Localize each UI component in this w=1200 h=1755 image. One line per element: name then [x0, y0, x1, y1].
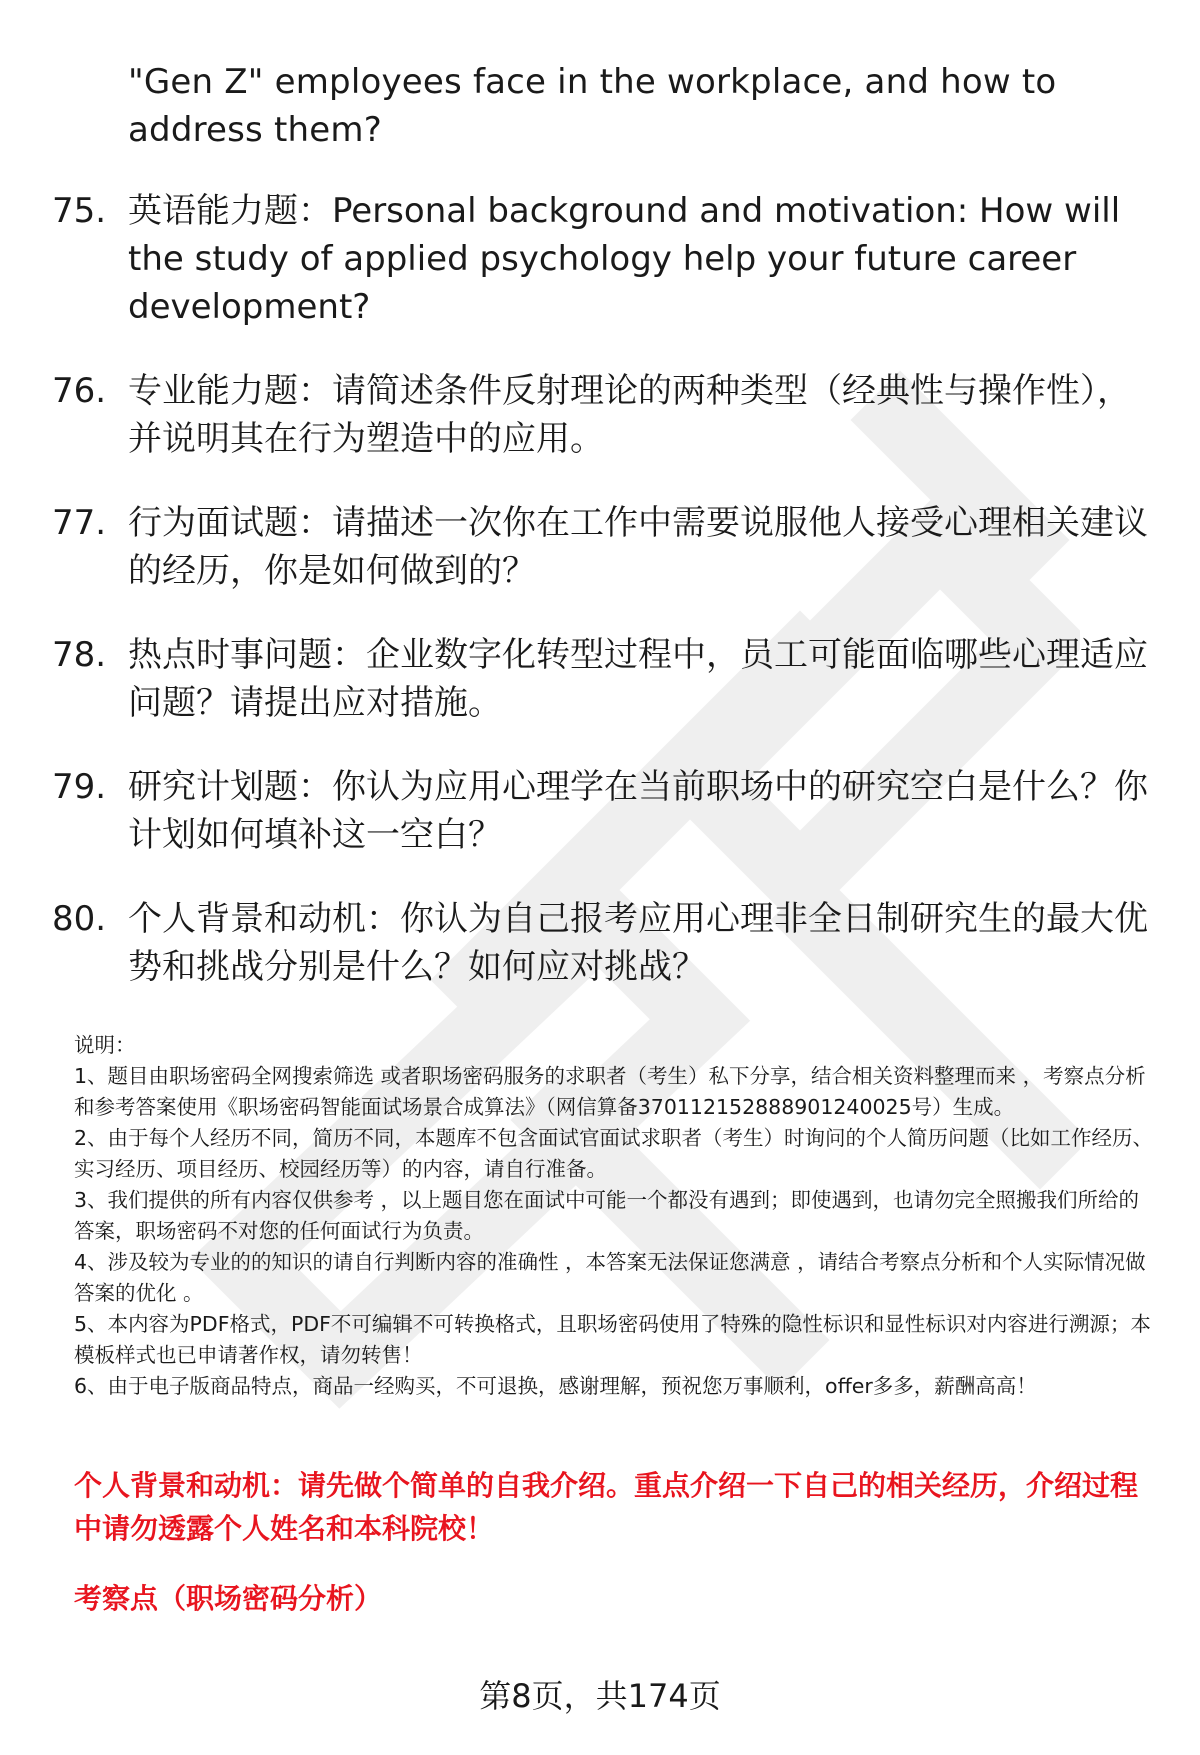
question-item [52, 187, 1162, 331]
question-item [52, 631, 1162, 727]
question-item [52, 367, 1162, 463]
disclaimer-notes [74, 1030, 1154, 1402]
question-text: 个人背景和动机：你认为自己报考应用心理非全日制研究生的最大优势和挑战分别是什么？如何应对挑战？ [128, 899, 1148, 987]
note-item: 5、本内容为PDF格式，PDF不可编辑不可转换格式，且职场密码使用了特殊的隐性标识和显性标识对内容进行溯源；本模板样式也已申请著作权，请勿转售！ [74, 1312, 1151, 1367]
note-item: 6、由于电子版商品特点，商品一经购买，不可退换，感谢理解，预祝您万事顺利，offer多多，薪酬高高！ [74, 1374, 1037, 1398]
highlight-question: 个人背景和动机：请先做个简单的自我介绍。重点介绍一下自己的相关经历，介绍过程中请勿透露个人姓名和本科院校！ [74, 1469, 1139, 1545]
analysis-heading: 考察点（职场密码分析） [74, 1582, 383, 1615]
question-74-continuation: "Gen Z" employees face in the workplace, and how to address them? [128, 62, 1057, 150]
question-text: 英语能力题：Personal background and motivation: How will the study of applied psychology help your future career development? [128, 191, 1121, 327]
note-item: 2、由于每个人经历不同，简历不同，本题库不包含面试官面试求职者（考生）时询问的个人简历问题（比如工作经历、实习经历、项目经历、校园经历等）的内容，请自行准备。 [74, 1126, 1154, 1181]
question-text: 热点时事问题：企业数字化转型过程中，员工可能面临哪些心理适应问题？请提出应对措施。 [128, 635, 1148, 723]
note-item: 3、我们提供的所有内容仅供参考 ，以上题目您在面试中可能一个都没有遇到；即使遇到，也请勿完全照搬我们所给的答案，职场密码不对您的任何面试行为负责。 [74, 1188, 1140, 1243]
question-item [52, 895, 1162, 991]
page-footer: 第8页，共174页 [479, 1677, 721, 1715]
question-number: 75. [52, 191, 107, 231]
question-number: 77. [52, 503, 107, 543]
question-text: 专业能力题：请简述条件反射理论的两种类型（经典性与操作性），并说明其在行为塑造中的应用。 [128, 371, 1131, 459]
note-item: 4、涉及较为专业的的知识的请自行判断内容的准确性 ，本答案无法保证您满意 ，请结合考察点分析和个人实际情况做答案的优化 。 [74, 1250, 1146, 1305]
question-number: 76. [52, 371, 107, 411]
question-number: 78. [52, 635, 107, 675]
question-text: 行为面试题：请描述一次你在工作中需要说服他人接受心理相关建议的经历，你是如何做到的？ [128, 503, 1148, 591]
question-list [52, 187, 1162, 1027]
question-text: 研究计划题：你认为应用心理学在当前职场中的研究空白是什么？你计划如何填补这一空白？ [128, 767, 1148, 855]
note-item: 1、题目由职场密码全网搜索筛选 或者职场密码服务的求职者（考生）私下分享，结合相关资料整理而来 ，考察点分析和参考答案使用《职场密码智能面试场景合成算法》（网信算备370112152888901240025号）生成。 [74, 1064, 1146, 1119]
question-item [52, 499, 1162, 595]
question-item [52, 763, 1162, 859]
question-number: 79. [52, 767, 107, 807]
question-number: 80. [52, 899, 107, 939]
notes-heading: 说明： [74, 1033, 136, 1057]
